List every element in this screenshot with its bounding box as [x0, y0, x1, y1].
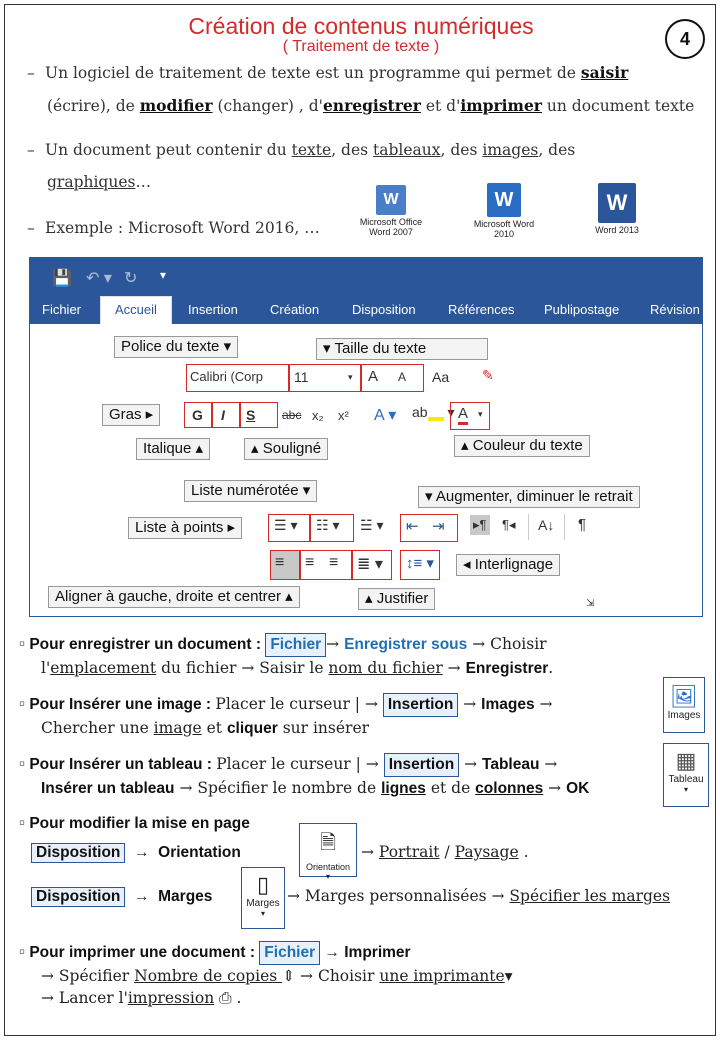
word-2007-logo: W Microsoft Office Word 2007 [359, 185, 423, 237]
redo-icon[interactable]: ↻ [124, 270, 138, 287]
numbering-icon[interactable]: ☷ ▾ [316, 517, 340, 533]
row-marges: Disposition → Marges [31, 887, 212, 907]
callout-gras: Gras ▸ [102, 404, 160, 426]
callout-retrait: ▾ Augmenter, diminuer le retrait [418, 486, 640, 508]
ribbon-tabs [30, 296, 702, 324]
callout-souligne: ▴ Souligné [244, 438, 328, 460]
save-icon[interactable]: 💾 [52, 270, 72, 287]
align-center-icon[interactable]: ≡ [305, 554, 315, 571]
bullet-icon: ▫ [19, 694, 26, 713]
italic-button[interactable]: I [221, 407, 225, 423]
callout-couleur: ▴ Couleur du texte [454, 435, 590, 457]
tableau-button: ▦ Tableau ▾ [663, 743, 709, 807]
printer-icon: ⎙ [219, 989, 232, 1007]
superscript-button[interactable]: x² [338, 408, 349, 423]
separator [528, 514, 529, 540]
callout-interlignage: ◂ Interlignage [456, 554, 560, 576]
intro-line-1: – Un logiciel de traitement de texte est un programme qui permet de saisir [27, 63, 629, 82]
chip-insertion: Insertion [384, 753, 459, 777]
tab-disposition[interactable]: Disposition [352, 302, 416, 317]
change-case-icon[interactable]: Aa [432, 369, 450, 385]
tab-accueil[interactable]: Accueil [100, 296, 172, 324]
dropdown-icon: ▾ [504, 967, 513, 985]
quick-access-toolbar [30, 258, 702, 296]
font-size-field[interactable]: 11 [294, 369, 309, 385]
word-2013-icon: W [598, 183, 636, 223]
table-icon: ▦ [675, 748, 697, 773]
grow-font-icon[interactable]: A [368, 368, 379, 385]
word-2010-icon: W [487, 183, 521, 217]
tab-fichier[interactable]: Fichier [42, 302, 82, 317]
show-marks-icon[interactable]: ¶ [578, 516, 587, 533]
section-mise-en-page-title: ▫ Pour modifier la mise en page [19, 813, 250, 832]
bullets-icon[interactable]: ☰ ▾ [274, 517, 298, 533]
image-icon: 🖼 [670, 684, 698, 709]
tab-creation[interactable]: Création [270, 302, 320, 317]
italic-box [212, 402, 240, 428]
callout-police: Police du texte ▾ [114, 336, 238, 358]
images-button: 🖼 Images [663, 677, 705, 733]
bullet-icon: ▫ [19, 942, 26, 961]
orientation-icon: 🗎 [319, 832, 337, 854]
paragraph-dialog-launcher-icon[interactable]: ⇲ [586, 598, 595, 609]
page-number-badge: 4 [665, 19, 705, 59]
section-imprimer: ▫ Pour imprimer une document : Fichier → Imprimer → Spécifier Nombre de copies ⇕ → Choisir une imprimante▾ → Lancer l'impression ⎙ . [19, 942, 513, 1007]
bullet-icon: ▫ [19, 634, 26, 653]
orientation-choices: → Portrait / Paysage . [361, 843, 529, 861]
font-color-icon[interactable]: A [458, 405, 468, 425]
tab-publipostage[interactable]: Publipostage [544, 302, 620, 317]
ltr-icon[interactable]: ▸¶ [470, 515, 490, 535]
highlight-icon[interactable]: ab ▾ [412, 404, 455, 420]
intro-line-2: (écrire), de modifier (changer) , d'enregistrer et d'imprimer un document texte [47, 96, 695, 115]
text-effects-icon[interactable]: A ▾ [374, 407, 397, 424]
font-color-box [450, 402, 490, 430]
callout-aligner: Aligner à gauche, droite et centrer ▴ [48, 586, 300, 608]
chip-fichier: Fichier [265, 633, 326, 657]
intro-line-5: – Exemple : Microsoft Word 2016, … [27, 219, 320, 237]
chip-insertion: Insertion [383, 693, 458, 717]
bullet-icon: ▫ [19, 813, 26, 832]
page-subtitle: ( Traitement de texte ) [282, 38, 440, 55]
word-2013-logo: W Word 2013 [587, 183, 647, 235]
chip-disposition: Disposition [31, 843, 125, 863]
spinner-icon: ⇕ [282, 967, 296, 985]
section-enregistrer: ▫ Pour enregistrer un document : Fichier → Enregistrer sous → Choisir l'emplacement du fichier → Saisir le nom du fichier → Enregistrer. [19, 634, 554, 677]
underline-button[interactable]: S [246, 407, 256, 423]
subscript-button[interactable]: x₂ [312, 408, 324, 423]
rtl-icon[interactable]: ¶◂ [502, 517, 516, 532]
line-spacing-icon[interactable]: ↕≡ ▾ [406, 555, 434, 572]
shrink-font-icon[interactable]: A [398, 370, 407, 384]
bold-button[interactable]: G [192, 407, 203, 423]
justify-icon[interactable]: ≣ ▾ [357, 556, 383, 573]
word-2010-logo: W Microsoft Word 2010 [471, 183, 537, 239]
tab-insertion[interactable]: Insertion [188, 302, 238, 317]
callout-taille: ▾ Taille du texte [316, 338, 488, 360]
tab-references[interactable]: Références [448, 302, 515, 317]
increase-indent-icon[interactable]: ⇥ [432, 518, 445, 535]
bullet-icon: ▫ [19, 754, 26, 773]
customize-icon[interactable]: ▾ [160, 268, 167, 282]
align-left-icon[interactable]: ≡ [275, 554, 285, 571]
align-right-icon[interactable]: ≡ [329, 554, 339, 571]
tab-revision[interactable]: Révision [650, 302, 700, 317]
font-size-dropdown-icon[interactable]: ▾ [348, 372, 353, 382]
worksheet-page [4, 4, 716, 1036]
page-title: Création de contenus numériques [188, 13, 534, 39]
chip-fichier: Fichier [259, 941, 320, 965]
word-ribbon [29, 257, 703, 617]
callout-liste-num: Liste numérotée ▾ [184, 480, 317, 502]
section-image: ▫ Pour Insérer une image : Placer le curseur | → Insertion → Images → Chercher une image et cliquer sur insérer [19, 694, 553, 737]
intro-line-3: – Un document peut contenir du texte, des tableaux, des images, des [27, 141, 576, 159]
orientation-button: 🗎 Orientation ▾ [299, 823, 357, 877]
clear-format-icon[interactable]: ✎ [482, 367, 494, 383]
callout-justifier: ▴ Justifier [358, 588, 435, 610]
callout-liste-points: Liste à points ▸ [128, 517, 242, 539]
sort-icon[interactable]: A↓ [538, 517, 555, 533]
word-saisir: saisir [580, 63, 629, 82]
margins-icon: ▯ [256, 872, 270, 897]
intro-line-4: graphiques… [47, 173, 151, 191]
marges-button: ▯ Marges ▾ [241, 867, 285, 929]
undo-icon[interactable]: ↶ ▾ [86, 270, 112, 287]
font-color-dropdown-icon[interactable]: ▾ [478, 409, 483, 419]
separator [564, 514, 565, 540]
strikethrough-button[interactable]: abc [282, 408, 302, 422]
multilevel-list-icon[interactable]: ☱ ▾ [360, 517, 384, 533]
font-name-field[interactable]: Calibri (Corp [190, 369, 263, 384]
row-orientation: Disposition → Orientation [31, 843, 241, 863]
decrease-indent-icon[interactable]: ⇤ [406, 518, 419, 535]
chip-disposition: Disposition [31, 887, 125, 907]
marges-steps: → Marges personnalisées → Spécifier les marges [287, 887, 671, 905]
word-2007-icon: W [376, 185, 406, 215]
callout-italique: Italique ▴ [136, 438, 210, 460]
section-tableau: ▫ Pour Insérer un tableau : Placer le curseur | → Insertion → Tableau → Insérer un tableau → Spécifier le nombre de lignes et de colonnes → OK [19, 754, 590, 797]
